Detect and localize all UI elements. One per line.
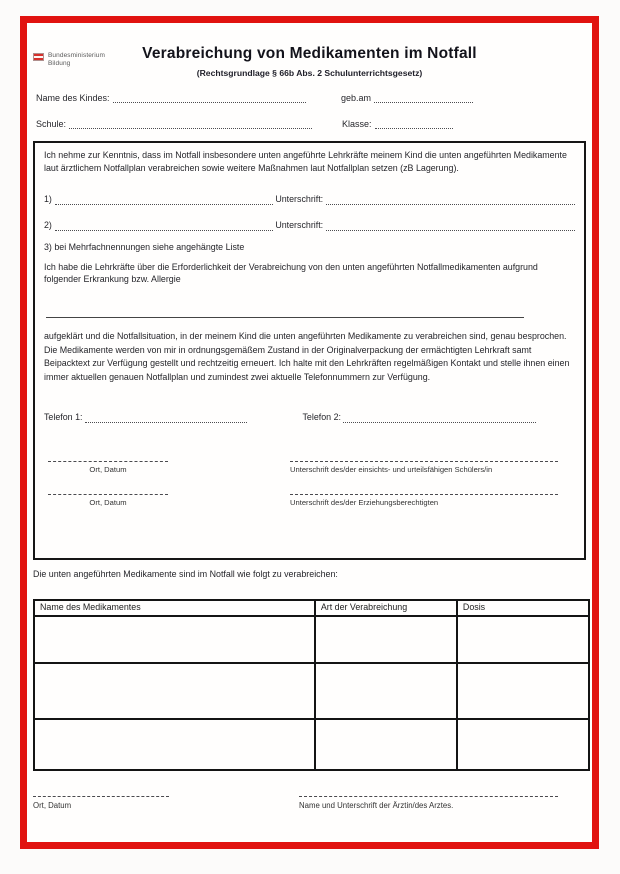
- table-cell[interactable]: [315, 719, 457, 770]
- dob-label: geb.am: [341, 93, 372, 103]
- table-cell[interactable]: [457, 719, 589, 770]
- teacher-1-name-field[interactable]: [55, 195, 273, 205]
- teacher-2-number: 2): [44, 219, 52, 230]
- teacher-1-signature-label: Unterschrift:: [275, 193, 324, 204]
- doctor-signature-caption: Name und Unterschrift der Ärztin/des Arztes.: [299, 801, 454, 810]
- school-label: Schule:: [36, 119, 67, 129]
- ministry-name: Bundesministerium: [48, 52, 105, 59]
- school-info-row: [36, 117, 583, 129]
- doctor-signature-row: [33, 796, 586, 810]
- consent-paragraph-1: Ich nehme zur Kenntnis, dass im Notfall insbesondere unten angeführte Lehrkräfte meinem Kind die unten angeführten Medikamente laut ärztlichem Notfallplan verabreichen sowie weitere Maßnahmen laut Notfallplan setzen (zB Lagerung).: [44, 150, 567, 173]
- guardian-signature-line[interactable]: [290, 494, 558, 495]
- doctor-signature-line[interactable]: [299, 796, 558, 797]
- doctor-place-date-label: Ort, Datum: [33, 801, 72, 810]
- teacher-2-signature-label: Unterschrift:: [275, 219, 324, 230]
- page-subtitle: (Rechtsgrundlage § 66b Abs. 2 Schulunterrichtsgesetz): [196, 68, 423, 78]
- consent-box: [33, 141, 586, 560]
- teacher-line-2: [44, 219, 575, 231]
- table-header-row: [34, 600, 589, 616]
- header-dose: Dosis: [457, 600, 589, 616]
- school-field[interactable]: [69, 119, 312, 129]
- table-cell[interactable]: [315, 663, 457, 719]
- class-field[interactable]: [375, 119, 453, 129]
- table-row: [34, 719, 589, 770]
- medication-table: [33, 599, 590, 771]
- teacher-2-signature-field[interactable]: [326, 221, 575, 231]
- place-date-label-1: Ort, Datum: [89, 465, 127, 475]
- place-date-label-2: Ort, Datum: [89, 498, 127, 508]
- child-name-label: Name des Kindes:: [36, 93, 110, 103]
- teacher-1-signature-field[interactable]: [326, 195, 575, 205]
- child-name-field[interactable]: [113, 93, 306, 103]
- guardian-signature-row: [44, 494, 575, 507]
- teacher-2-name-field[interactable]: [55, 221, 273, 231]
- child-info-row: [36, 91, 583, 103]
- place-date-line-2[interactable]: [48, 494, 168, 495]
- student-signature-line[interactable]: [290, 461, 558, 462]
- header-administration-type: Art der Verabreichung: [315, 600, 457, 616]
- table-row: [34, 616, 589, 663]
- multiple-entries-note: 3) bei Mehrfachnennungen siehe angehängte Liste: [44, 242, 245, 253]
- table-cell[interactable]: [34, 663, 315, 719]
- table-cell[interactable]: [315, 616, 457, 663]
- table-row: [34, 663, 589, 719]
- teacher-line-1: [44, 193, 575, 205]
- table-cell[interactable]: [34, 616, 315, 663]
- dob-field[interactable]: [374, 93, 473, 103]
- table-cell[interactable]: [34, 719, 315, 770]
- place-date-line-1[interactable]: [48, 461, 168, 462]
- phone-row: [44, 411, 575, 423]
- phone-2-field[interactable]: [343, 413, 536, 423]
- student-signature-caption: Unterschrift des/der einsichts- und urteilsfähigen Schülers/in: [290, 465, 493, 475]
- phone-2-label: Telefon 2:: [302, 411, 341, 422]
- table-cell[interactable]: [457, 663, 589, 719]
- student-signature-row: [44, 461, 575, 474]
- illness-allergy-field[interactable]: [46, 317, 524, 318]
- teacher-1-number: 1): [44, 193, 52, 204]
- page-title: Verabreichung von Medikamenten im Notfall: [142, 45, 477, 62]
- red-page-frame: [20, 16, 599, 849]
- table-cell[interactable]: [457, 616, 589, 663]
- ministry-logo: [33, 52, 105, 68]
- consent-paragraph-2: Ich habe die Lehrkräfte über die Erforderlichkeit der Verabreichung von den unten angeführten Notfallmedikamenten aufgrund folgender Erkrankung bzw. Allergie: [44, 261, 538, 285]
- class-label: Klasse:: [342, 119, 372, 129]
- austria-flag-icon: [33, 53, 44, 61]
- consent-paragraph-3: aufgeklärt und die Notfallsituation, in der meinem Kind die unten angeführten Medikamente zu verabreichen sind, genau besprochen. Die Medikamente werden von mir in ordnungsgemäßem Zustand in der Originalverpackung der ermächtigten Lehrkraft samt Beipacktext zur Verfügung gestellt und rechtzeitig erneuert. Ich halte mit den Lehrkräften regelmäßigen Kontakt und stelle ihnen einen immer aktuellen genauen Notfallplan und zumindest zwei aktuelle Telefonnummern zur Verfügung.: [44, 330, 570, 382]
- ministry-dept: Bildung: [48, 60, 71, 67]
- phone-1-label: Telefon 1:: [44, 411, 83, 422]
- doctor-place-date-line[interactable]: [33, 796, 169, 797]
- header-medication-name: Name des Medikamentes: [34, 600, 315, 616]
- guardian-signature-caption: Unterschrift des/der Erziehungsberechtigten: [290, 498, 439, 508]
- phone-1-field[interactable]: [85, 413, 247, 423]
- medication-table-intro: Die unten angeführten Medikamente sind im Notfall wie folgt zu verabreichen:: [33, 569, 338, 579]
- ministry-logo-text: [48, 52, 105, 68]
